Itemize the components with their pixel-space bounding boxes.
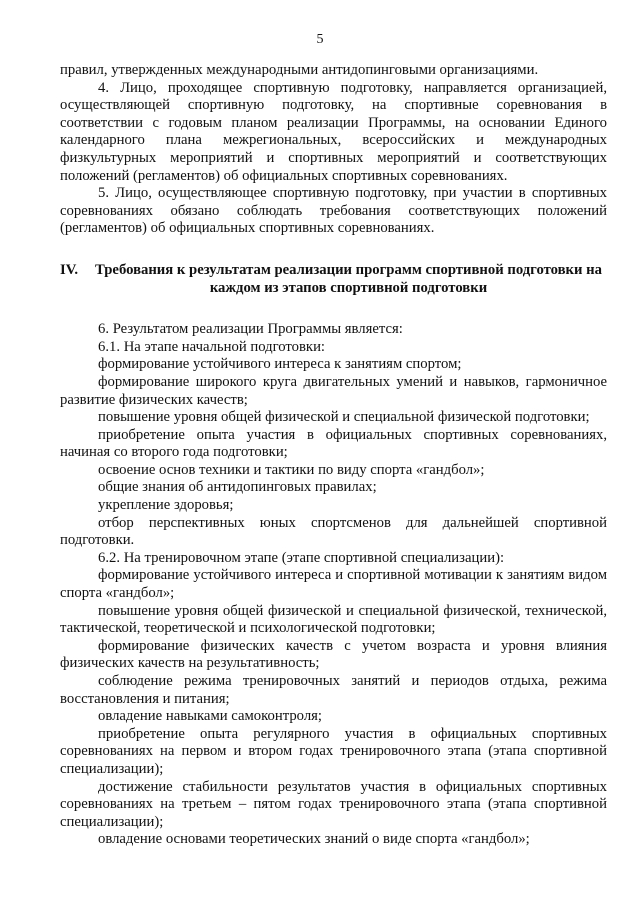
- list-item: достижение стабильности результатов участия в официальных спортивных соревнованиях на третьем – пятом годах тренировочного этапа (этапа спортивной специализации);: [60, 778, 607, 830]
- paragraph: 6.1. На этапе начальной подготовки:: [98, 338, 326, 355]
- paragraph: 5. Лицо, осуществляющее спортивную подготовку, при участии в спортивных соревнованиях обязано соблюдать требования соответствующих положений (регламентов) об официальных спортивных соревнованиях.: [60, 185, 607, 237]
- document-body: [60, 62, 607, 849]
- list-item: формирование устойчивого интереса и спортивной мотивации к занятиям видом спорта «гандбол»;: [60, 567, 607, 602]
- paragraph: 4. Лицо, проходящее спортивную подготовку, направляется организацией, осуществляющей спортивную подготовку, на спортивные соревнования в соответствии с годовым планом реализации Программы, на основании Единого календарного плана межрегиональных, всероссийских и международных физкультурных мероприятий и спортивных мероприятий и соответствующих положений (регламентов) об официальных спортивных соревнованиях.: [60, 79, 607, 184]
- paragraph: 6. Результатом реализации Программы является:: [98, 321, 403, 338]
- list-item: овладение навыками самоконтроля;: [98, 708, 322, 725]
- list-item: приобретение опыта регулярного участия в официальных спортивных соревнованиях на первом и втором годах тренировочного этапа (этапа спортивной специализации);: [60, 725, 607, 777]
- list-item: овладение основами теоретических знаний о виде спорта «гандбол»;: [98, 831, 530, 848]
- page-number: 5: [316, 32, 324, 47]
- list-item: соблюдение режима тренировочных занятий и периодов отдыха, режима восстановления и питания;: [60, 673, 607, 707]
- list-item: формирование широкого круга двигательных умений и навыков, гармоничное развитие физических качеств;: [60, 373, 607, 408]
- list-item: формирование физических качеств с учетом возраста и уровня влияния физических качеств на результативность;: [60, 637, 607, 672]
- section-title: Требования к результатам реализации программ спортивной подготовки на каждом из этапов спортивной подготовки: [95, 261, 602, 296]
- list-item: формирование устойчивого интереса к занятиям спортом;: [98, 356, 462, 373]
- list-item: повышение уровня общей физической и специальной физической подготовки;: [98, 409, 590, 426]
- list-item: укрепление здоровья;: [98, 497, 234, 514]
- list-item: приобретение опыта участия в официальных спортивных соревнованиях, начиная со второго года подготовки;: [60, 426, 607, 461]
- list-item: отбор перспективных юных спортсменов для дальнейшей спортивной подготовки.: [60, 514, 607, 549]
- paragraph: правил, утвержденных международными антидопинговыми организациями.: [60, 62, 539, 78]
- list-item: освоение основ техники и тактики по виду спорта «гандбол»;: [98, 461, 485, 478]
- list-item: общие знания об антидопинговых правилах;: [98, 479, 377, 496]
- section-heading: [60, 262, 607, 297]
- list-item: повышение уровня общей физической и специальной физической, технической, тактической, теоретической и психологической подготовки;: [60, 602, 607, 637]
- paragraph: 6.2. На тренировочном этапе (этапе спортивной специализации):: [98, 549, 505, 566]
- section-number: IV.: [60, 261, 79, 278]
